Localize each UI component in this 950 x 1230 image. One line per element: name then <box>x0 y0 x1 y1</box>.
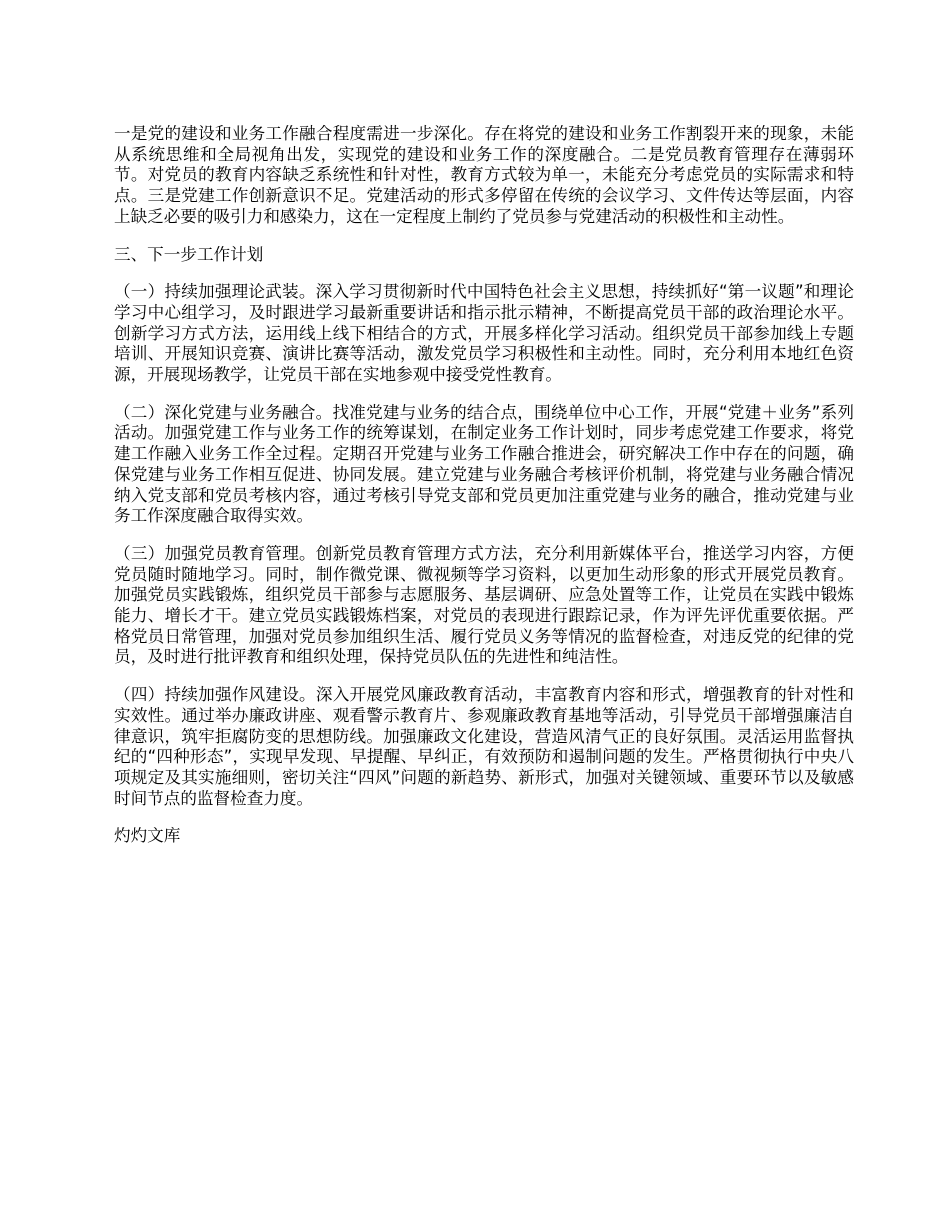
source-footer: 灼灼文库 <box>114 826 181 846</box>
paragraph-problems: 一是党的建设和业务工作融合程度需进一步深化。存在将党的建设和业务工作割裂开来的现象，未能从系统思维和全局视角出发，实现党的建设和业务工作的深度融合。二是党员教育管理存在薄弱环节。对党员的教育内容缺乏系统性和针对性，教育方式较为单一，未能充分考虑党员的实际需求和特点。三是党建工作创新意识不足。党建活动的形式多停留在传统的会议学习、文件传达等层面，内容上缺乏必要的吸引力和感染力，这在一定程度上制约了党员参与党建活动的积极性和主动性。 <box>114 124 854 226</box>
section-heading-next-plan: 三、下一步工作计划 <box>114 244 264 264</box>
paragraph-plan-4: （四）持续加强作风建设。深入开展党风廉政教育活动，丰富教育内容和形式，增强教育的针对性和实效性。通过举办廉政讲座、观看警示教育片、参观廉政教育基地等活动，引导党员干部增强廉洁自律意识，筑牢拒腐防变的思想防线。加强廉政文化建设，营造风清气正的良好氛围。灵活运用监督执纪的“四种形态”，实现早发现、早提醒、早纠正，有效预防和遏制问题的发生。严格贯彻执行中央八项规定及其实施细则，密切关注“四风”问题的新趋势、新形式，加强对关键领域、重要环节以及敏感时间节点的监督检查力度。 <box>114 685 854 808</box>
paragraph-plan-2: （二）深化党建与业务融合。找准党建与业务的结合点，围绕单位中心工作，开展“党建＋业务”系列活动。加强党建工作与业务工作的统筹谋划，在制定业务工作计划时，同步考虑党建工作要求，将党建工作融入业务工作全过程。定期召开党建与业务工作融合推进会，研究解决工作中存在的问题，确保党建与业务工作相互促进、协同发展。建立党建与业务融合考核评价机制，将党建与业务融合情况纳入党支部和党员考核内容，通过考核引导党支部和党员更加注重党建与业务的融合，推动党建与业务工作深度融合取得实效。 <box>114 402 854 526</box>
document-page <box>114 124 854 847</box>
paragraph-plan-1: （一）持续加强理论武装。深入学习贯彻新时代中国特色社会主义思想，持续抓好“第一议题”和理论学习中心组学习，及时跟进学习最新重要讲话和指示批示精神，不断提高党员干部的政治理论水平。创新学习方式方法，运用线上线下相结合的方式，开展多样化学习活动。组织党员干部参加线上专题培训、开展知识竞赛、演讲比赛等活动，激发党员学习积极性和主动性。同时，充分利用本地红色资源，开展现场教学，让党员干部在实地参观中接受党性教育。 <box>114 282 854 385</box>
paragraph-plan-3: （三）加强党员教育管理。创新党员教育管理方式方法，充分利用新媒体平台，推送学习内容，方便党员随时随地学习。同时，制作微党课、微视频等学习资料，以更加生动形象的形式开展党员教育。加强党员实践锻炼，组织党员干部参与志愿服务、基层调研、应急处置等工作，让党员在实践中锻炼能力、增长才干。建立党员实践锻炼档案，对党员的表现进行跟踪记录，作为评先评优重要依据。严格党员日常管理，加强对党员参加组织生活、履行党员义务等情况的监督检查，对违反党的纪律的党员，及时进行批评教育和组织处理，保持党员队伍的先进性和纯洁性。 <box>114 543 854 667</box>
